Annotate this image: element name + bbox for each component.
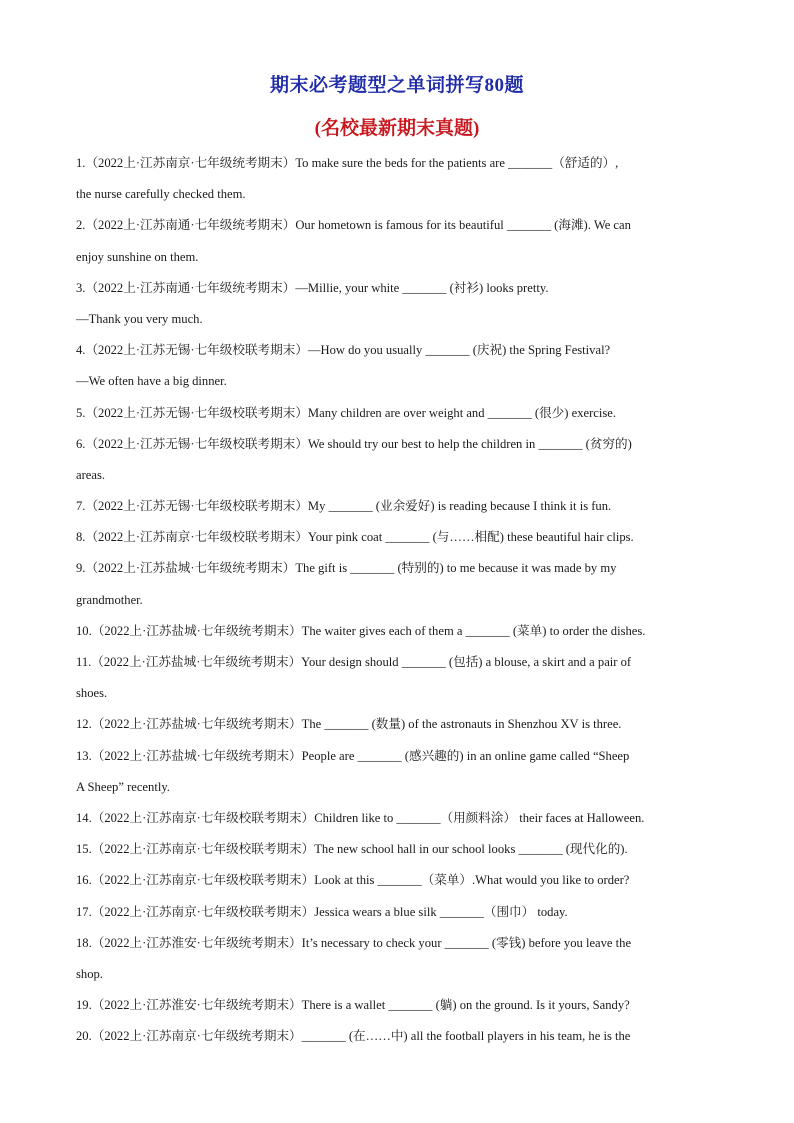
question-line: A Sheep” recently. (76, 779, 170, 794)
question-item (76, 709, 726, 740)
question-item (76, 616, 726, 647)
question-item (76, 522, 726, 553)
question-line: 16.（2022上·江苏南京·七年级校联考期末）Look at this _______（菜单）.What would you like to order? (76, 873, 630, 888)
question-line: shop. (76, 966, 103, 981)
question-line: enjoy sunshine on them. (76, 249, 199, 264)
question-item (76, 429, 726, 491)
question-line: 3.（2022上·江苏南通·七年级统考期末）—Millie, your white _______ (衬衫) looks pretty. (76, 280, 549, 295)
question-item (76, 647, 726, 709)
question-item (76, 335, 726, 397)
question-line: —Thank you very much. (76, 311, 203, 326)
question-item (76, 210, 726, 272)
page-subtitle: (名校最新期末真题) (314, 118, 480, 139)
question-line: areas. (76, 467, 106, 482)
question-line: the nurse carefully checked them. (76, 187, 246, 202)
question-line: shoes. (76, 686, 108, 701)
question-line: 1.（2022上·江苏南京·七年级统考期末）To make sure the beds for the patients are _______（舒适的）, (76, 156, 619, 170)
question-line: 20.（2022上·江苏南京·七年级统考期末）_______ (在……中) all the football players in his team, he is the (76, 1029, 631, 1044)
question-item (76, 990, 726, 1021)
question-line: 10.（2022上·江苏盐城·七年级统考期末）The waiter gives each of them a _______ (菜单) to order the dishes. (76, 623, 646, 638)
question-item (76, 897, 726, 928)
question-item (76, 1021, 726, 1052)
question-item (76, 148, 726, 210)
question-line: 8.（2022上·江苏南京·七年级校联考期末）Your pink coat _______ (与……相配) these beautiful hair clips. (76, 530, 634, 545)
question-item (76, 928, 726, 990)
question-line: 7.（2022上·江苏无锡·七年级校联考期末）My _______ (业余爱好) is reading because I think it is fun. (76, 499, 612, 514)
question-line: 2.（2022上·江苏南通·七年级统考期末）Our hometown is famous for its beautiful _______ (海滩). We can (76, 218, 631, 233)
question-item (76, 834, 726, 865)
question-line: 17.（2022上·江苏南京·七年级校联考期末）Jessica wears a blue silk _______（围巾） today. (76, 904, 568, 919)
question-line: 9.（2022上·江苏盐城·七年级统考期末）The gift is _______ (特别的) to me because it was made by my (76, 561, 617, 576)
question-item (76, 273, 726, 335)
question-item (76, 491, 726, 522)
question-list (76, 148, 726, 1052)
question-item (76, 865, 726, 896)
question-line: 6.（2022上·江苏无锡·七年级校联考期末）We should try our best to help the children in _______ (贫穷的) (76, 436, 632, 451)
question-line: 11.（2022上·江苏盐城·七年级统考期末）Your design should _______ (包括) a blouse, a skirt and a pair of (76, 655, 632, 669)
question-line: 12.（2022上·江苏盐城·七年级统考期末）The _______ (数量) of the astronauts in Shenzhou XV is three. (76, 717, 622, 732)
question-line: 5.（2022上·江苏无锡·七年级校联考期末）Many children are over weight and _______ (很少) exercise. (76, 405, 617, 420)
question-line: 4.（2022上·江苏无锡·七年级校联考期末）—How do you usually _______ (庆祝) the Spring Festival? (76, 343, 611, 358)
question-line: 14.（2022上·江苏南京·七年级校联考期末）Children like to _______（用颜料涂） their faces at Halloween. (76, 810, 645, 825)
question-line: grandmother. (76, 592, 143, 607)
question-item (76, 803, 726, 834)
question-item (76, 398, 726, 429)
question-line: —We often have a big dinner. (76, 374, 227, 389)
question-line: 19.（2022上·江苏淮安·七年级统考期末）There is a wallet _______ (躺) on the ground. Is it yours, Sandy? (76, 998, 630, 1013)
question-line: 13.（2022上·江苏盐城·七年级统考期末）People are _______ (感兴趣的) in an online game called “Sheep (76, 748, 630, 763)
question-line: 15.（2022上·江苏南京·七年级校联考期末）The new school hall in our school looks _______ (现代化的). (76, 842, 628, 857)
question-line: 18.（2022上·江苏淮安·七年级统考期末）It’s necessary to check your _______ (零钱) before you leave the (76, 935, 632, 950)
question-item (76, 741, 726, 803)
page-title: 期末必考题型之单词拼写80题 (269, 75, 524, 96)
question-item (76, 553, 726, 615)
